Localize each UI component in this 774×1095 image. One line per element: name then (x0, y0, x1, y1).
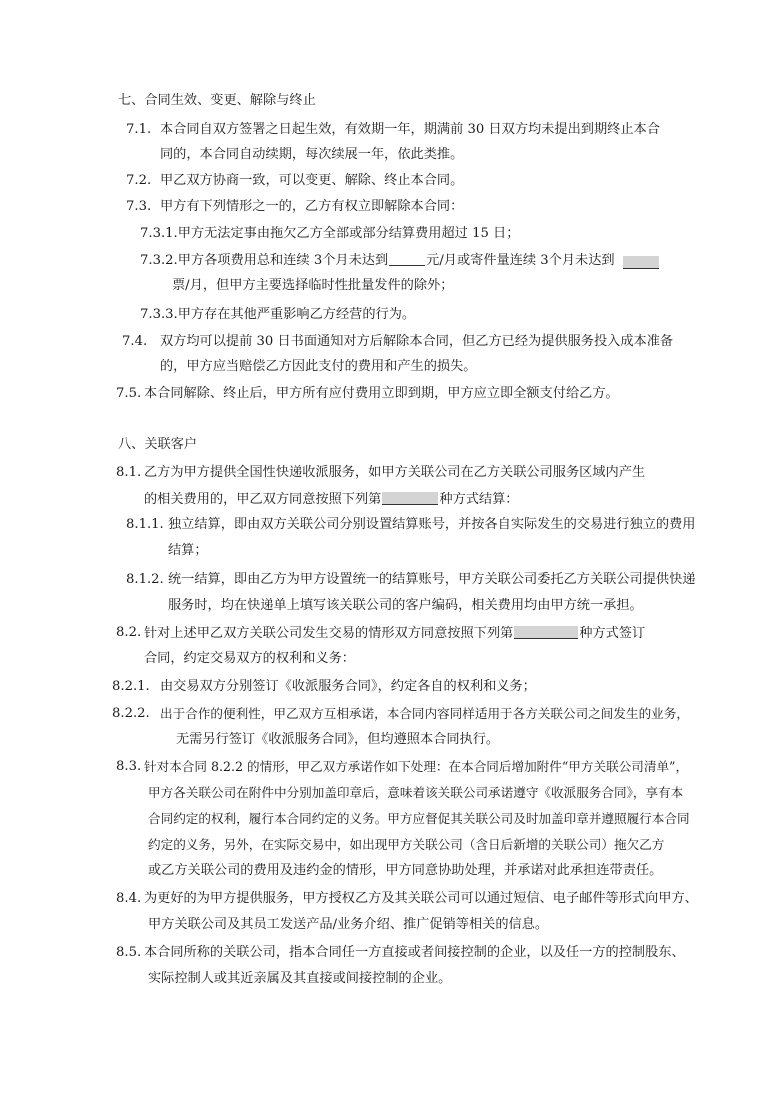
clause-7-5-number: 7.5. (116, 386, 142, 401)
clause-8-1-line2-b: 种方式结算： (439, 492, 519, 507)
clause-8-3-line3: 合同约定的权利，履行本合同约定的义务。甲方应督促其关联公司及时加盖印章并遵照履行本合同 (148, 811, 690, 826)
clause-8-5-line2: 实际控制人或其近亲属及其直接或间接控制的企业。 (148, 971, 452, 986)
clause-7-3-1 (140, 225, 519, 243)
clause-8-2-number: 8.2. (116, 625, 142, 640)
fee-threshold-blank[interactable] (389, 253, 425, 266)
clause-8-3-line4: 约定的义务，另外，在实际交易中，如出现甲方关联公司（含日后新增的关联公司）拖欠乙方 (148, 837, 665, 852)
section-8-heading: 八、关联客户 (118, 437, 198, 452)
clause-7-4-number: 7.4. (122, 334, 148, 349)
settlement-method-blank[interactable] (382, 492, 438, 505)
clause-7-3-3-number: 7.3.3. (140, 307, 178, 322)
clause-8-3-line1: 针对本合同 8.2.2 的情形，甲乙双方承诺作如下处理：在本合同后增加附件“甲方关联公司清单”， (144, 759, 689, 774)
clause-8-2-1-number: 8.2.1. (112, 679, 150, 694)
clause-8-3-line2: 甲方各关联公司在附件中分别加盖印章后，意味着该关联公司承诺遵守《收派服务合同》，享有本 (148, 785, 684, 800)
clause-8-4-number: 8.4. (116, 891, 142, 906)
clause-8-2-line1 (144, 624, 645, 643)
clause-7-4-line2: 的，甲方应当赔偿乙方因此支付的费用和产生的损失。 (160, 359, 477, 374)
clause-8-2-1-text: 由交易双方分别签订《收派服务合同》，约定各自的权利和义务； (160, 679, 536, 694)
clause-8-1-1-line1: 独立结算，即由双方关联公司分别设置结算账号，并按各自实际发生的交易进行独立的费用 (168, 517, 696, 532)
clause-8-5-number: 8.5. (116, 945, 142, 960)
clause-8-2-line1-a: 针对上述甲乙双方关联公司发生交易的情形双方同意按照下列第 (144, 626, 514, 641)
clause-7-3-1-text: 甲方无法定事由拖欠乙方全部或部分结算费用超过 15 日； (177, 226, 520, 241)
clause-7-3-number: 7.3. (126, 199, 152, 214)
clause-8-2-2-line2: 无需另行签订《收派服务合同》，但均遵照本合同执行。 (176, 732, 500, 747)
clause-8-1-line2-a: 的相关费用的，甲乙双方同意按照下列第 (144, 492, 382, 507)
clause-7-1-number: 7.1. (126, 122, 152, 137)
clause-7-5-text: 本合同解除、终止后，甲方所有应付费用立即到期，甲方应立即全额支付给乙方。 (144, 386, 619, 401)
clause-7-3-2-line1 (140, 251, 615, 270)
clause-7-1-line2: 同的，本合同自动续期，每次续展一年，依此类推。 (160, 147, 464, 162)
clause-8-1-1-number: 8.1.1. (126, 517, 164, 532)
clause-7-3-1-number: 7.3.1. (140, 226, 178, 241)
clause-8-1-number: 8.1. (116, 465, 142, 480)
clause-8-1-1-line2: 结算； (168, 543, 208, 558)
clause-8-1-2-number: 8.1.2. (126, 572, 164, 587)
clause-8-2-2-number: 8.2.2. (112, 706, 150, 721)
clause-7-3-text: 甲方有下列情形之一的，乙方有权立即解除本合同： (160, 199, 464, 214)
clause-8-2-line1-b: 种方式签订 (579, 626, 646, 641)
clause-7-3-2-text-a: 甲方各项费用总和连续 3个月未达到 (177, 253, 389, 268)
contract-method-blank[interactable] (514, 626, 578, 639)
clause-7-3-3-text: 甲方存在其他严重影响乙方经营的行为。 (177, 307, 416, 322)
clause-8-1-2-line2: 服务时，均在快递单上填写该关联公司的客户编码，相关费用均由甲方统一承担。 (168, 598, 643, 613)
clause-8-4-line1: 为更好的为甲方提供服务，甲方授权乙方及其关联公司可以通过短信、电子邮件等形式向甲方、 (144, 891, 698, 906)
clause-7-3-2-text-b: 元/月或寄件量连续 3个月未达到 (426, 253, 615, 268)
clause-7-3-3 (140, 306, 415, 324)
clause-8-1-line1: 乙方为甲方提供全国性快递收派服务，如甲方关联公司在乙方关联公司服务区域内产生 (144, 465, 646, 480)
clause-7-4-line1: 双方均可以提前 30 日书面通知对方后解除本合同，但乙方已经为提供服务投入成本准备 (160, 334, 674, 349)
clause-7-2-text: 甲乙双方协商一致，可以变更、解除、终止本合同。 (160, 173, 464, 188)
volume-threshold-blank[interactable] (623, 256, 659, 269)
clause-8-5-line1: 本合同所称的关联公司，指本合同任一方直接或者间接控制的企业，以及任一方的控制股东、 (144, 945, 685, 960)
section-7-heading: 七、合同生效、变更、解除与终止 (118, 93, 316, 108)
clause-8-1-2-line1: 统一结算，即由乙方为甲方设置统一的结算账号，甲方关联公司委托乙方关联公司提供快递 (168, 572, 696, 587)
clause-7-3-2-number: 7.3.2. (140, 253, 178, 268)
clause-8-2-2-line1: 出于合作的便利性，甲乙双方互相承诺，本合同内容同样适用于各方关联公司之间发生的业务， (160, 706, 689, 721)
clause-7-1-line1: 本合同自双方签署之日起生效，有效期一年，期满前 30 日双方均未提出到期终止本合 (160, 122, 660, 137)
clause-7-3-2-line2: 票/月，但甲方主要选择临时性批量发件的除外； (172, 278, 454, 293)
clause-8-1-line2 (144, 490, 519, 509)
clause-8-3-number: 8.3. (116, 759, 142, 774)
clause-8-2-line2: 合同，约定交易双方的权利和义务： (144, 651, 355, 666)
clause-8-3-line5: 或乙方关联公司的费用及违约金的情形，甲方同意协助处理，并承诺对此承担连带责任。 (148, 863, 663, 878)
clause-8-4-line2: 甲方关联公司及其员工发送产品/业务介绍、推广促销等相关的信息。 (148, 917, 549, 932)
clause-7-2-number: 7.2. (126, 173, 152, 188)
